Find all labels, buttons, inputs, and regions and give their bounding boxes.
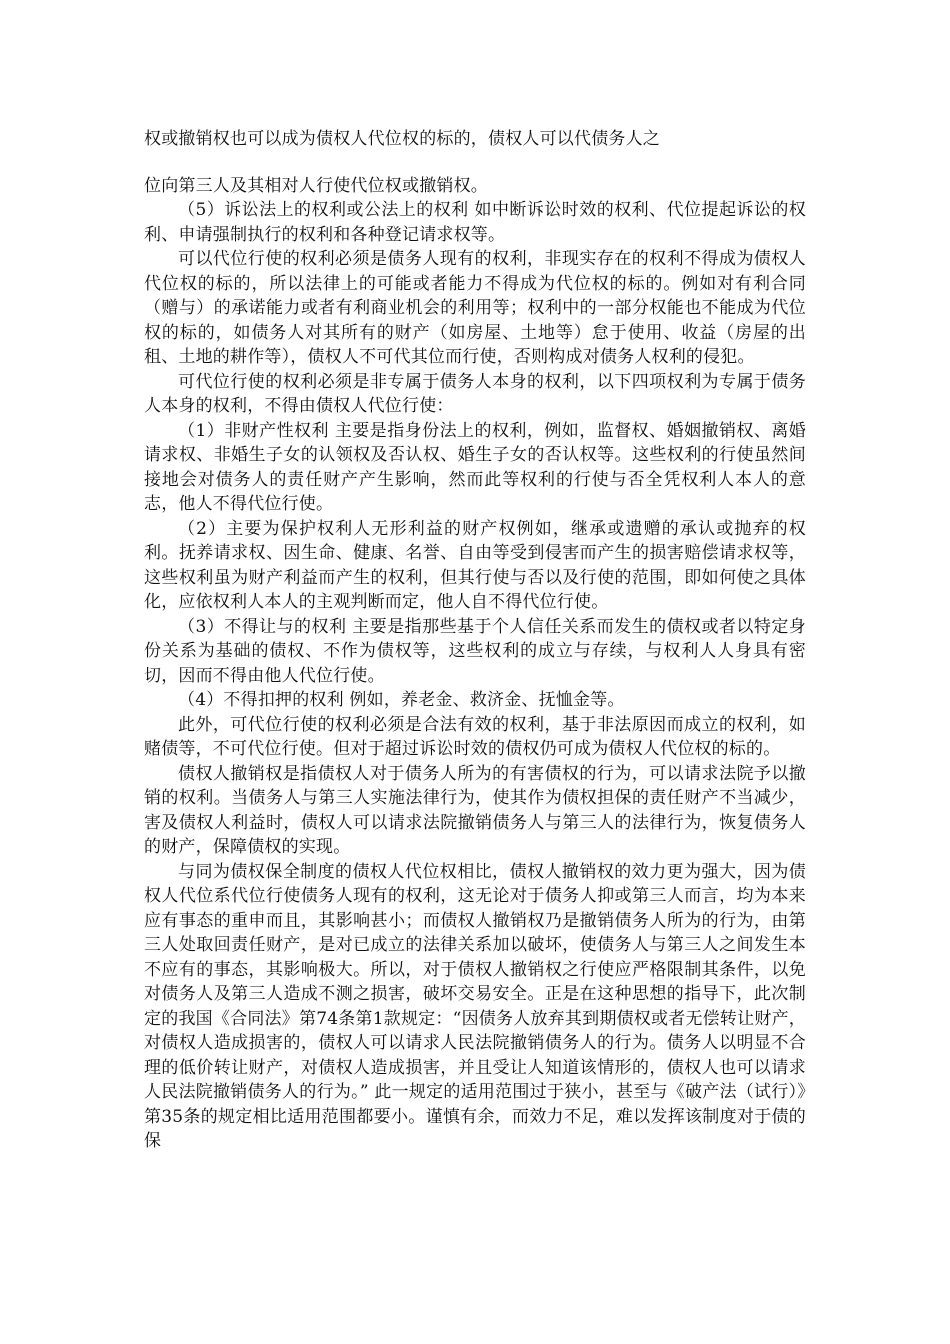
paragraph-litigation-rights: （5）诉讼法上的权利或公法上的权利 如中断诉讼时效的权利、代位提起诉讼的权利、申请强制执行的权利和各种登记请求权等。 bbox=[144, 200, 806, 245]
paragraph-non-exclusive-rights: 可代位行使的权利必须是非专属于债务人本身的权利，以下四项权利为专属于债务人本身的权利，不得由债权人代位行使： bbox=[144, 371, 806, 416]
paragraph-non-transferable-rights: （3）不得让与的权利 主要是指那些基于个人信任关系而发生的债权或者以特定身份关系为基础的债权、不作为债权等，这些权利的成立与存续，与权利人人身具有密切，因而不得由他人代位行使。 bbox=[144, 616, 806, 686]
paragraph-non-seizable-rights: （4）不得扣押的权利 例如，养老金、救济金、抚恤金等。 bbox=[178, 690, 625, 710]
continuation-line-1: 权或撤销权也可以成为债权人代位权的标的，债权人可以代债务人之 bbox=[144, 129, 660, 149]
body-text bbox=[144, 198, 806, 1154]
paragraph-intangible-interest-rights: （2）主要为保护权利人无形利益的财产权例如，继承或遗赠的承认或抛弃的权利。抚养请求权、因生命、健康、名誉、自由等受到侵害而产生的损害赔偿请求权等，这些权利虽为财产利益而产生的权利，但其行使与否以及行使的范围，即如何使之具体化，应依权利人本人的主观判断而定，他人自不得代位行使。 bbox=[144, 518, 806, 612]
paragraph-revocation-right-definition: 债权人撤销权是指债权人对于债务人所为的有害债权的行为，可以请求法院予以撤销的权利。当债务人与第三人实施法律行为，使其作为债权担保的责任财产不当减少，害及债权人利益时，债权人可以请求法院撤销债务人与第三人的法律行为，恢复债务人的财产，保障债权的实现。 bbox=[144, 763, 806, 857]
paragraph-revocation-right-comparison: 与同为债权保全制度的债权人代位权相比，债权人撤销权的效力更为强大，因为债权人代位系代位行使债务人现有的权利，这无论对于债务人抑或第三人而言，均为本来应有事态的重申而且，其影响甚小；而债权人撤销权乃是撤销债务人所为的行为，由第三人处取回责任财产，是对已成立的法律关系加以破坏，使债务人与第三人之间发生本不应有的事态，其影响极大。所以，对于债权人撤销权之行使应严格限制其条件，以免对债务人及第三人造成不测之损害，破坏交易安全。正是在这种思想的指导下，此次制定的我国《合同法》第74条第1款规定：“因债务人放弃其到期债权或者无偿转让财产，对债权人造成损害的，债权人可以请求人民法院撤销债务人的行为。债务人以明显不合理的低价转让财产，对债权人造成损害，并且受让人知道该情形的，债权人也可以请求人民法院撤销债务人的行为。” 此一规定的适用范围过于狭小，甚至与《破产法（试行）》第35条的规定相比适用范围都要小。谨慎有余，而效力不足，难以发挥该制度对于债的保 bbox=[144, 861, 806, 1151]
continuation-line-2: 位向第三人及其相对人行使代位权或撤销权。 bbox=[144, 176, 488, 196]
paragraph-non-property-rights: （1）非财产性权利 主要是指身份法上的权利，例如，监督权、婚姻撤销权、离婚请求权、非婚生子女的认领权及否认权、婚生子女的否认权等。这些权利的行使虽然间接地会对债务人的责任财产产生影响，然而此等权利的行使与否全凭权利人本人的意志，他人不得代位行使。 bbox=[144, 420, 806, 514]
paragraph-existing-rights: 可以代位行使的权利必须是债务人现有的权利，非现实存在的权利不得成为债权人代位权的标的，所以法律上的可能或者能力不得成为代位权的标的。例如对有利合同（赠与）的承诺能力或者有利商业机会的利用等；权利中的一部分权能也不能成为代位权的标的，如债务人对其所有的财产（如房屋、土地等）怠于使用、收益（房屋的出租、土地的耕作等），债权人不可代其位而行使，否则构成对债务人权利的侵犯。 bbox=[144, 249, 806, 367]
paragraph-lawful-rights: 此外，可代位行使的权利必须是合法有效的权利，基于非法原因而成立的权利，如赌债等，不可代位行使。但对于超过诉讼时效的债权仍可成为债权人代位权的标的。 bbox=[144, 714, 806, 759]
